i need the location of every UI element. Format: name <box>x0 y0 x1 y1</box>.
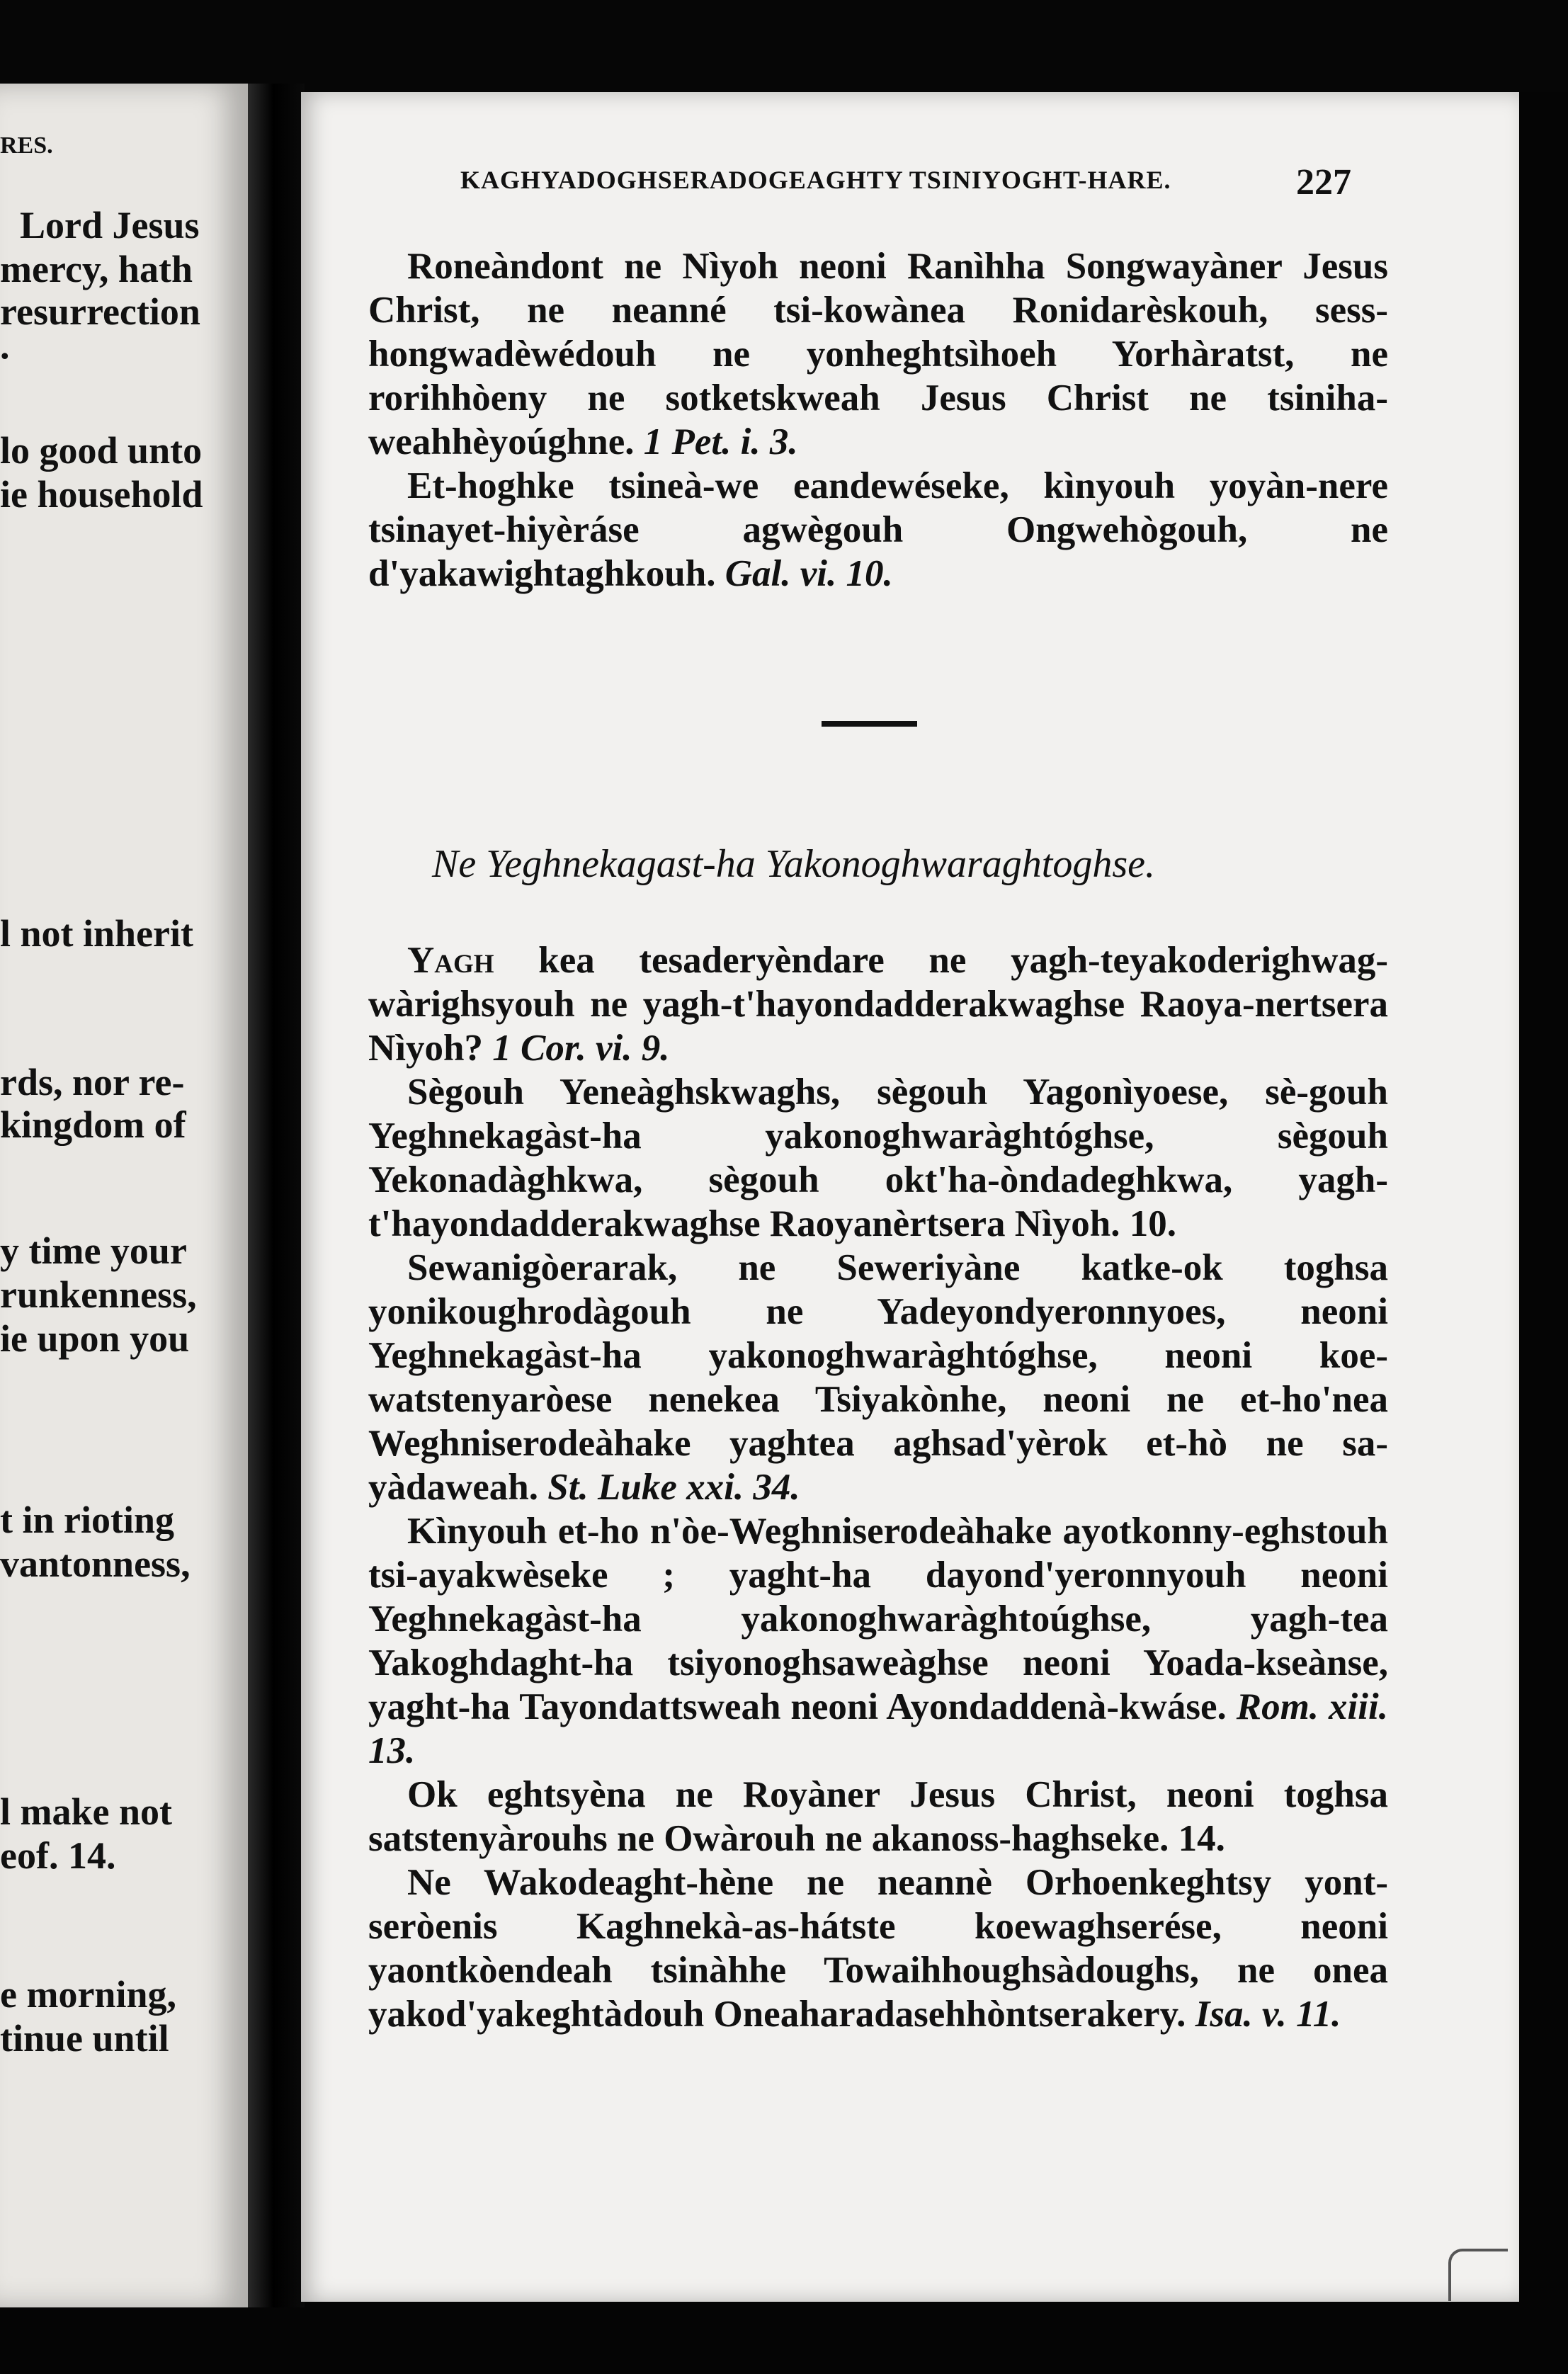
scripture-reference: 1 Pet. i. 3. <box>643 421 798 462</box>
scripture-reference: St. Luke xxi. 34. <box>547 1467 800 1508</box>
paragraph <box>368 464 1388 596</box>
left-line: rds, nor re- <box>0 1061 185 1103</box>
left-line: ie household <box>0 473 203 516</box>
bottom-text-block <box>368 938 1388 2036</box>
paragraph <box>368 1070 1388 1246</box>
book-gutter <box>248 84 305 2307</box>
scripture-reference: Gal. vi. 10. <box>725 553 893 594</box>
paragraph-text: Et-hoghke tsineà-we eandewéseke, kìnyouh yoyàn-nere tsinayet-hiyèráse agwègouh Ongwehògouh, ne d'yakawightaghkouh. <box>368 465 1388 594</box>
paragraph-text: Ne Wakodeaght-hène ne neannè Orhoenkeghtsy yont-seròenis Kaghnekà-as-hátste koewaghserése, neoni yaontkòendeah tsinàhhe Towaihhoughsàdoughs, ne onea yakod'yakeghtàdouh Oneaharadasehhòntserakery. <box>368 1862 1388 2035</box>
scan-background <box>0 0 1568 92</box>
left-line: e morning, <box>0 1973 176 2016</box>
left-line: y time your <box>0 1229 187 1272</box>
left-line: mercy, hath <box>0 248 193 290</box>
paragraph-text: Sègouh Yeneàghskwaghs, sègouh Yagonìyoese, sè-gouh Yeghnekagàst-ha yakonoghwaràghtóghse, sègouh Yekonadàghkwa, sègouh okt'ha-òndadeghkwa, yagh-t'hayondadderakwaghse Raoyanèrtsera Nìyoh. <box>368 1072 1388 1244</box>
paragraph-text: Kìnyouh et-ho n'òe-Weghniserodeàhake ayotkonny-eghstouh tsi-ayakwèseke ; yaght-ha dayond'yeronnyouh neoni Yeghnekagàst-ha yakonoghwaràghtoúghse, yagh-tea Yakoghdaght-ha tsiyonoghsaweàghse neoni Yoada-kseànse, yaght-ha Tayondattsweah neoni Ayondaddenà-kwáse. <box>368 1511 1388 1727</box>
scripture-reference: Isa. v. 11. <box>1195 1994 1341 2035</box>
paragraph-text: Ok eghtsyèna ne Royàner Jesus Christ, neoni toghsa satstenyàrouhs ne Owàrouh ne akanoss-haghseke. <box>368 1774 1388 1859</box>
left-line: eof. 14. <box>0 1834 116 1877</box>
paragraph-text: Roneàndont ne Nìyoh neoni Ranìhha Songwayàner Jesus Christ, ne neanné tsi-kowànea Ronidarèskouh, sess-hongwadèwédouh ne yonheghtsìhoeh Yorhàratst, ne rorihhòeny ne sotketskweah Jesus Christ ne tsiniha-weahhèyoúghne. <box>368 246 1388 462</box>
left-page-header: RES. <box>0 132 53 159</box>
left-line: tinue until <box>0 2017 169 2060</box>
paragraph <box>368 1861 1388 2036</box>
left-line: Lord Jesus <box>20 204 200 246</box>
left-line: l not inherit <box>0 912 194 955</box>
running-head: KAGHYADOGHSERADOGEAGHTY TSINIYOGHT-HARE. <box>460 166 1171 194</box>
paragraph <box>368 1773 1388 1861</box>
scripture-reference: 10. <box>1129 1203 1177 1244</box>
scripture-reference: Rom. xiii. 13. <box>368 1686 1388 1771</box>
drop-lead-word: Yagh <box>407 940 494 981</box>
section-title: Ne Yeghnekagast-ha Yakonoghwaraghtoghse. <box>432 842 1155 886</box>
left-line: runkenness, <box>0 1273 197 1316</box>
left-line: lo good unto <box>0 429 203 472</box>
paragraph-text: Sewanigòerarak, ne Seweriyàne katke-ok toghsa yonikoughrodàgouh ne Yadeyondyeronnyoes, neoni Yeghnekagàst-ha yakonoghwaràghtóghse, neoni koe-watstenyaròese nenekea Tsiyakònhe, neoni ne et-ho'nea Weghniserodeàhake yaghtea aghsad'yèrok et-hò ne sa-yàdaweah. <box>368 1247 1388 1508</box>
left-line: ie upon you <box>0 1317 190 1360</box>
left-line: resurrection <box>0 290 200 333</box>
scripture-reference: 14. <box>1178 1818 1225 1859</box>
page-corner-fold <box>1448 2249 1508 2301</box>
paragraph-text: kea tesaderyèndare ne yagh-teyakoderighwag-wàrighsyouh ne yagh-t'hayondadderakwaghse Raoya-nertsera Nìyoh? <box>368 940 1388 1069</box>
page-number: 227 <box>1296 162 1351 203</box>
paragraph <box>368 1509 1388 1773</box>
left-line: l make not <box>0 1790 172 1833</box>
left-line: vantonness, <box>0 1543 191 1585</box>
paragraph <box>368 938 1388 1070</box>
scripture-reference: 1 Cor. vi. 9. <box>492 1028 670 1069</box>
left-page <box>0 84 248 2307</box>
paragraph <box>368 1246 1388 1509</box>
top-text-block <box>368 244 1388 596</box>
left-line: t in rioting <box>0 1499 175 1541</box>
left-line: . <box>0 324 10 367</box>
section-divider <box>822 721 917 727</box>
page-edge-shadow <box>1519 92 1568 2374</box>
paragraph <box>368 244 1388 464</box>
left-line: kingdom of <box>0 1103 186 1146</box>
